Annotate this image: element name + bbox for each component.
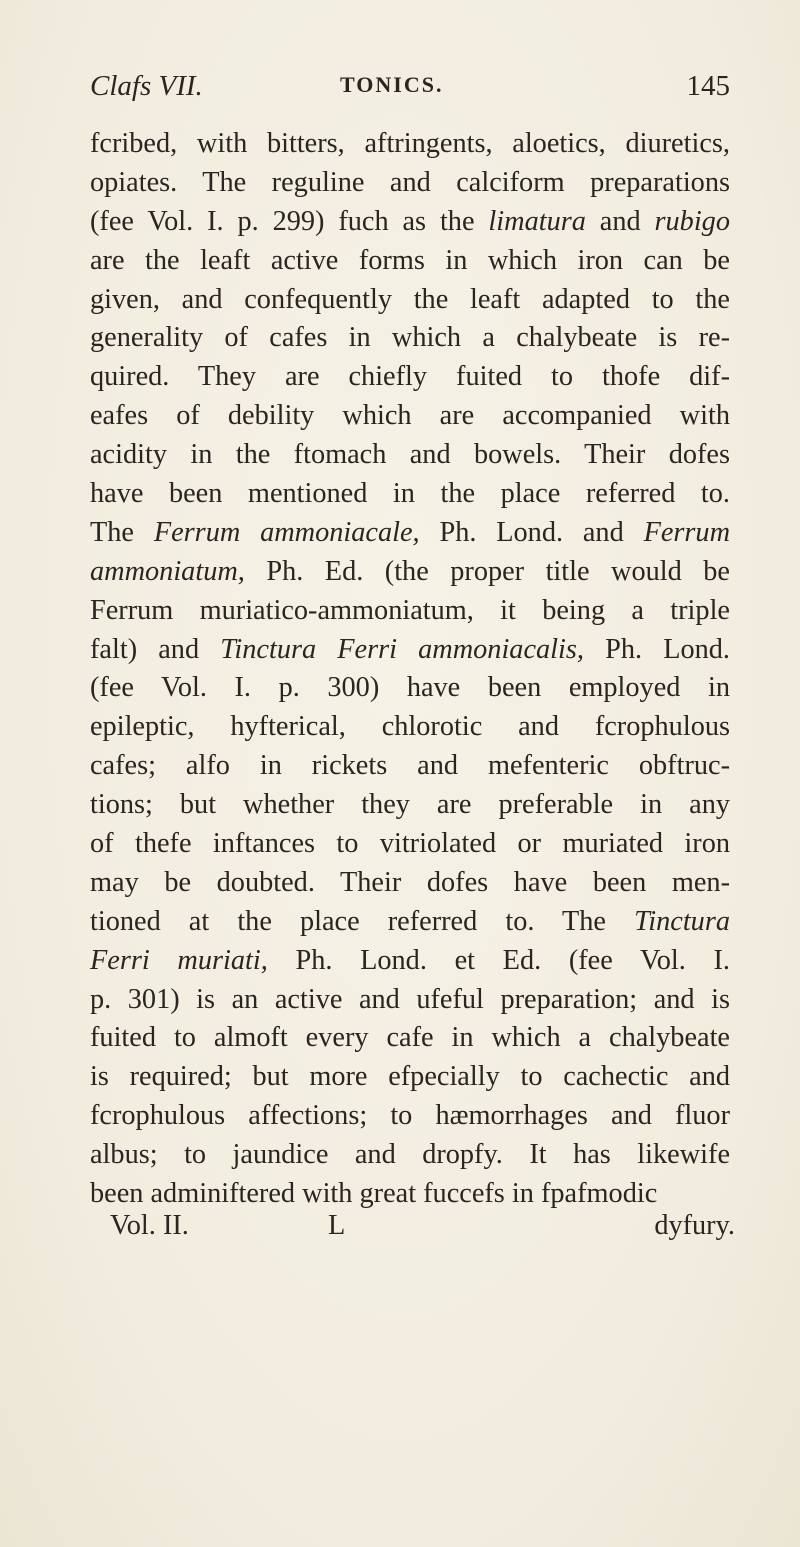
text-line xyxy=(90,242,730,281)
italic-term: ammoniatum, xyxy=(90,555,245,587)
text-line xyxy=(90,319,730,358)
text-line xyxy=(90,164,730,203)
text-run: epileptic, hyfterical, chlorotic and fcrophulous xyxy=(90,711,730,743)
italic-term: Ferrum xyxy=(643,516,731,548)
text-line xyxy=(90,903,730,942)
text-run: given, and confequently the leaft adapted to the xyxy=(90,283,730,315)
text-run: opiates. The reguline and calciform preparations xyxy=(90,166,730,198)
text-run: fcribed, with bitters, aftringents, aloetics, diuretics, xyxy=(90,128,730,159)
text-run: Ph. Ed. (the proper title would be xyxy=(244,555,730,587)
text-run: (fee Vol. I. p. 300) have been employed in xyxy=(90,672,730,704)
text-run: generality of cafes in which a chalybeate is re- xyxy=(90,322,730,354)
footer-signature-mark: L xyxy=(328,1210,346,1241)
text-run: quired. They are chiefly fuited to thofe dif- xyxy=(90,361,730,393)
text-run: Ph. Lond. xyxy=(583,633,730,665)
header-section-title: TONICS. xyxy=(340,72,444,97)
text-run: are the leaft active forms in which iron can be xyxy=(90,244,730,276)
text-run: may be doubted. Their dofes have been men- xyxy=(90,866,730,898)
text-run: and xyxy=(585,205,655,237)
footer-volume: Vol. II. xyxy=(110,1210,189,1241)
text-run: falt) and xyxy=(90,633,221,665)
text-run: fcrophulous affections; to hæmorrhages and fluor xyxy=(90,1100,730,1132)
text-line xyxy=(90,747,730,786)
text-run: have been mentioned in the place referred to. xyxy=(90,478,730,510)
text-run: Ph. Lond. et Ed. (fee Vol. I. xyxy=(267,944,730,976)
italic-term: Ferri muriati, xyxy=(90,944,268,976)
text-line xyxy=(90,514,730,553)
text-run: tions; but whether they are preferable in any xyxy=(90,789,730,821)
text-line xyxy=(90,1175,730,1214)
text-run: is required; but more efpecially to cachectic and xyxy=(90,1061,730,1093)
header-class-label: Clafs VII. xyxy=(90,70,203,102)
text-run: fuited to almoft every cafe in which a chalybeate xyxy=(90,1022,730,1054)
text-line xyxy=(90,1097,730,1136)
page-footer xyxy=(110,1210,735,1250)
text-run: acidity in the ftomach and bowels. Their dofes xyxy=(90,439,730,471)
text-line xyxy=(90,1058,730,1097)
body-text xyxy=(90,125,730,1214)
text-run: of thefe inftances to vitriolated or muriated iron xyxy=(90,828,730,860)
text-line xyxy=(90,708,730,747)
running-header xyxy=(90,70,730,110)
text-line xyxy=(90,358,730,397)
text-line xyxy=(90,125,730,164)
text-run: (fee Vol. I. p. 299) fuch as the xyxy=(90,205,489,237)
text-line xyxy=(90,592,730,631)
page-number: 145 xyxy=(686,70,730,102)
text-run: eafes of debility which are accompanied with xyxy=(90,400,730,432)
text-line xyxy=(90,281,730,320)
text-run: cafes; alfo in rickets and mefenteric obftruc- xyxy=(90,750,730,782)
text-line xyxy=(90,436,730,475)
text-line xyxy=(90,825,730,864)
text-line xyxy=(90,786,730,825)
text-line xyxy=(90,1136,730,1175)
text-line xyxy=(90,397,730,436)
italic-term: Tinctura xyxy=(634,905,730,937)
text-line xyxy=(90,475,730,514)
text-run: albus; to jaundice and dropfy. It has likewife xyxy=(90,1139,730,1171)
italic-term: Tinctura Ferri ammoniacalis, xyxy=(220,633,584,665)
text-line xyxy=(90,553,730,592)
text-line xyxy=(90,942,730,981)
text-run: Ph. Lond. and xyxy=(419,516,644,548)
text-run: The xyxy=(90,516,154,548)
footer-catchword: dyfury. xyxy=(654,1210,735,1241)
italic-term: limatura xyxy=(488,205,586,237)
text-line xyxy=(90,981,730,1020)
text-run: p. 301) is an active and ufeful preparation; and is xyxy=(90,983,730,1015)
text-run: Ferrum muriatico-ammoniatum, it being a triple xyxy=(90,594,730,626)
text-line xyxy=(90,1019,730,1058)
text-run: tioned at the place referred to. The xyxy=(90,905,635,937)
text-line xyxy=(90,203,730,242)
text-line xyxy=(90,669,730,708)
text-line xyxy=(90,631,730,670)
italic-term: Ferrum ammoniacale, xyxy=(153,516,420,548)
text-run: been adminiftered with great fuccefs in fpafmodic xyxy=(90,1178,658,1210)
text-line xyxy=(90,864,730,903)
italic-term: rubigo xyxy=(654,205,730,237)
